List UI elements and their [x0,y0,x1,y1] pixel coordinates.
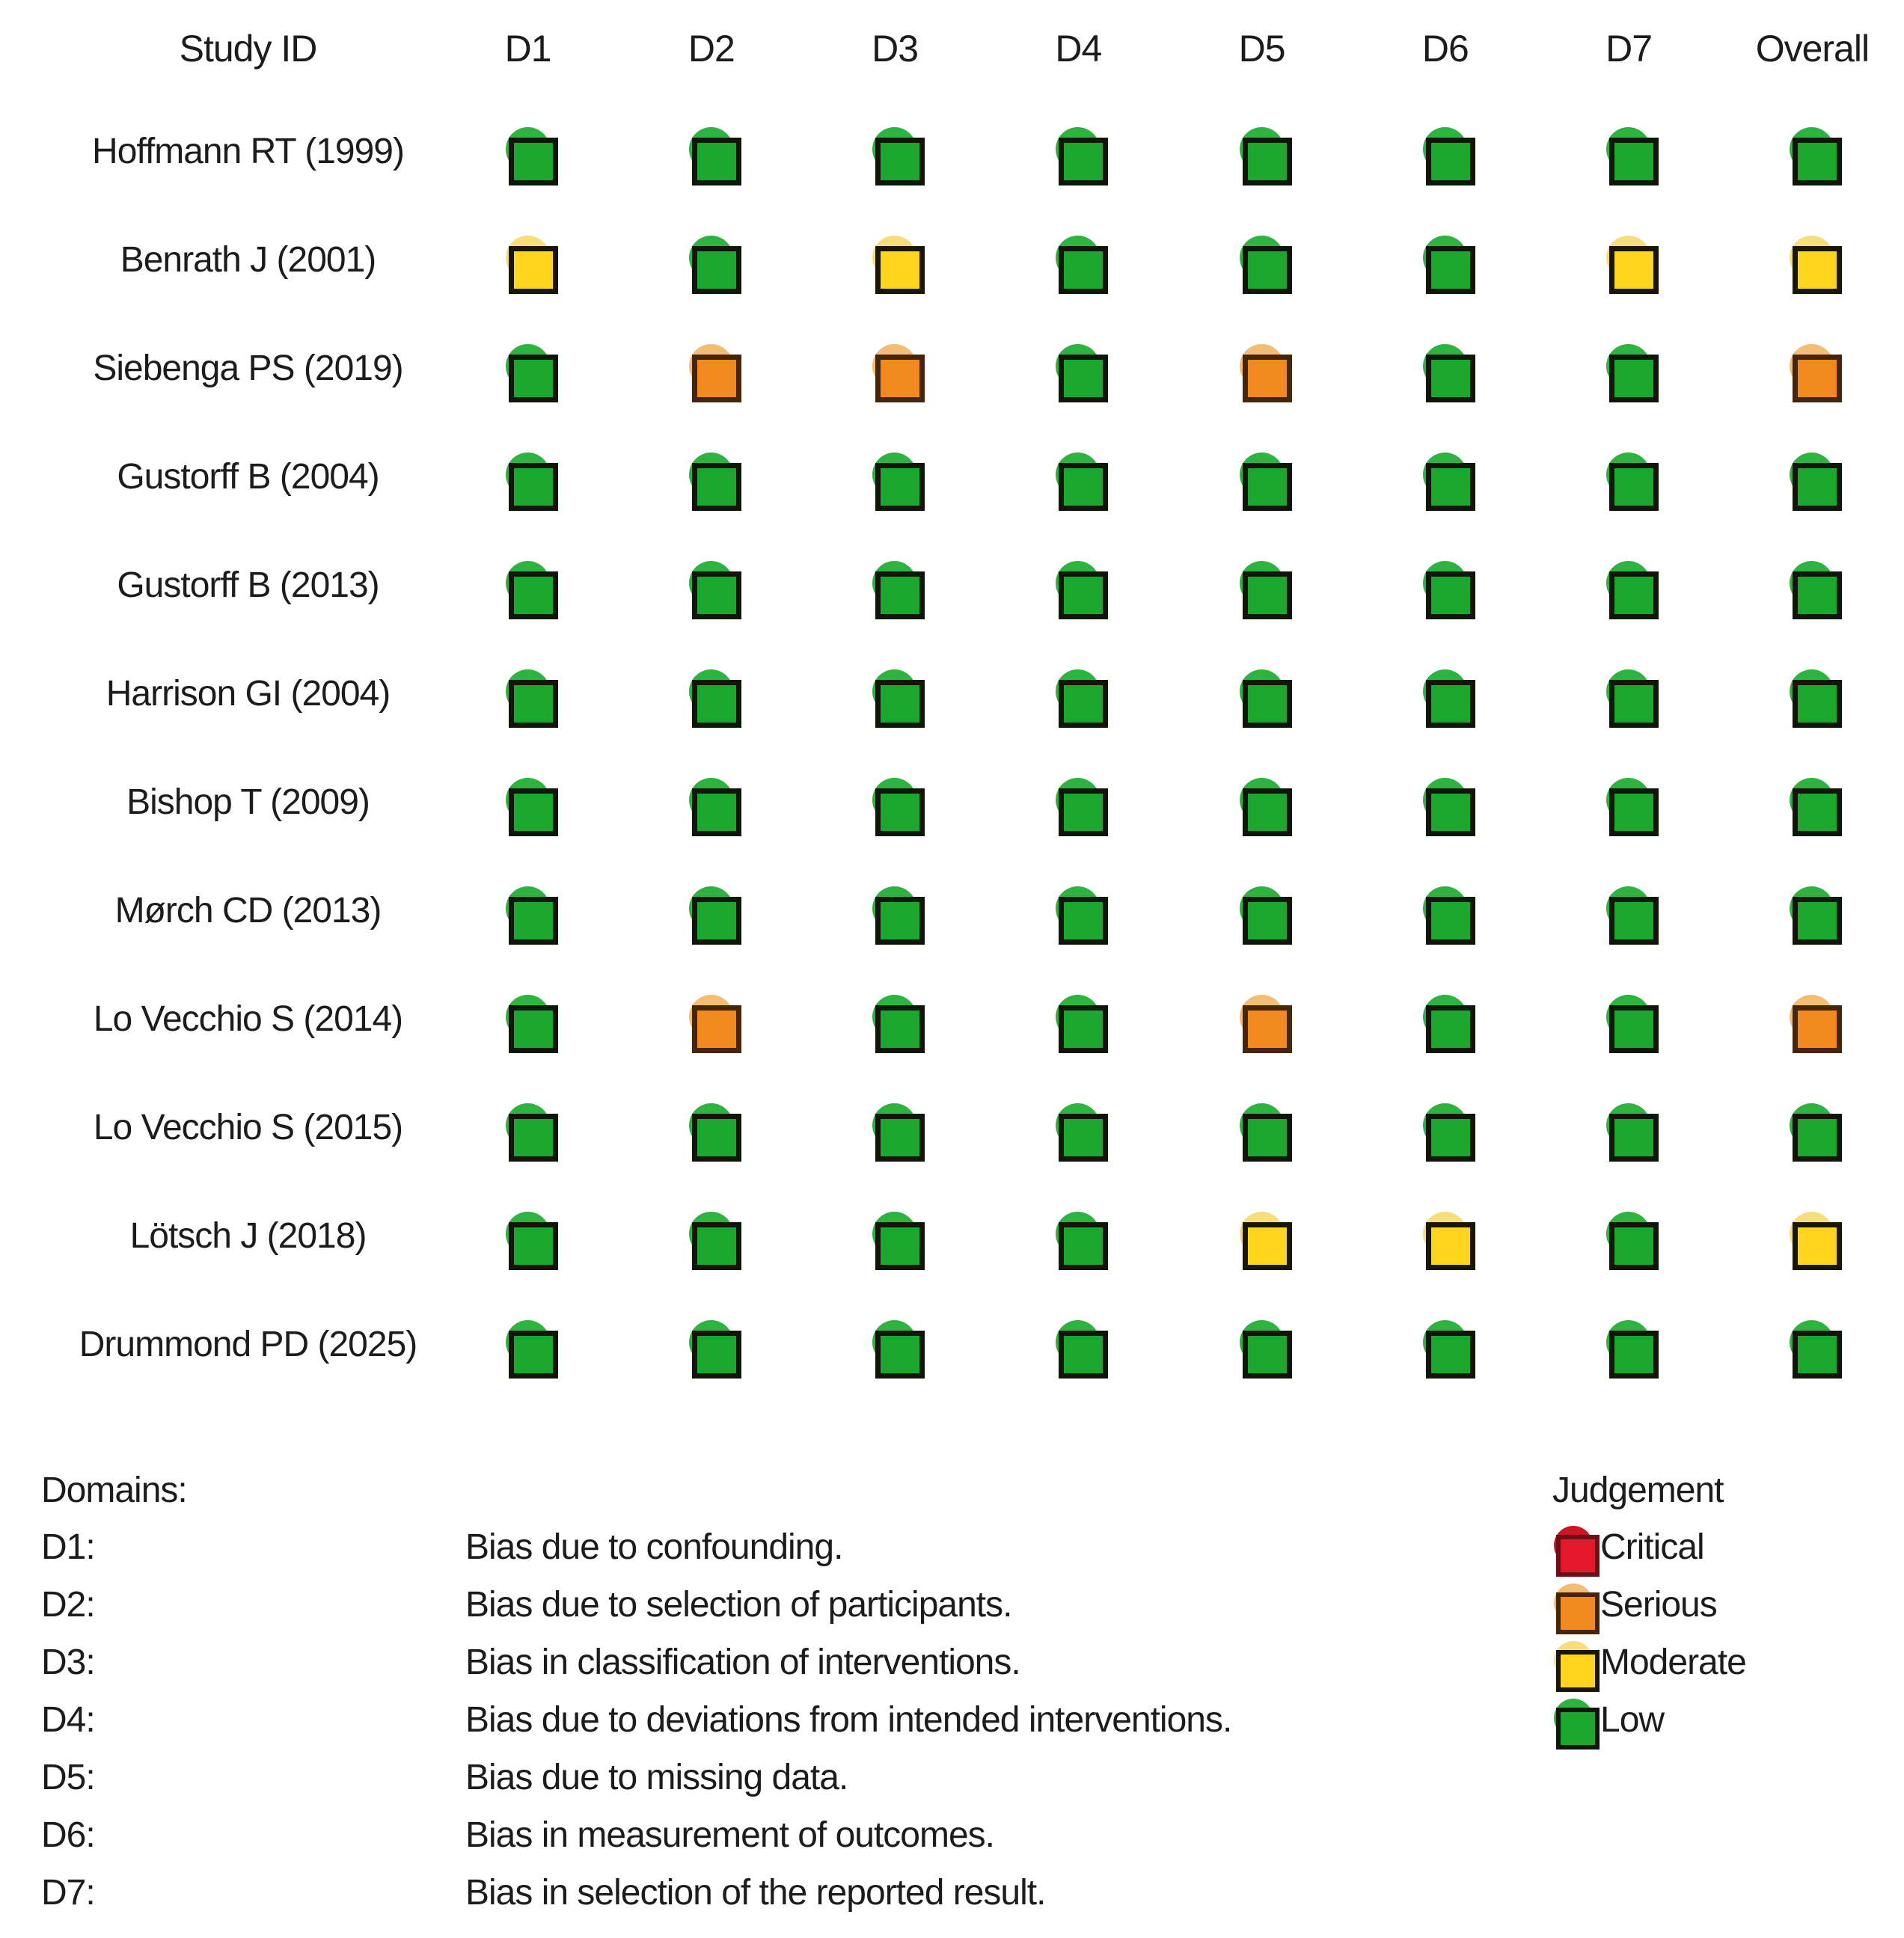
rob-cell [803,965,987,1073]
low-risk-icon [1605,995,1653,1044]
legend-label: Moderate [1600,1643,1746,1682]
rob-cell [1721,965,1904,1073]
domain-code: D1: [41,1527,95,1567]
low-risk-icon [1421,127,1469,177]
rob-cell [987,97,1170,206]
low-risk-icon [871,127,919,177]
rob-cell [436,748,619,856]
low-risk-icon [1605,886,1653,936]
rob-cell [1170,856,1353,965]
rob-cell [619,206,803,314]
domain-description: Bias due to selection of participants. [465,1585,1012,1625]
low-risk-icon [1421,886,1469,936]
rob-cell [436,1182,619,1290]
rob-cell [803,314,987,423]
rob-cell [803,531,987,640]
low-risk-icon [1054,561,1102,610]
rob-cell [619,965,803,1073]
rob-cell [1537,314,1721,423]
low-risk-icon [1054,886,1102,936]
study-label: Harrison GI (2004) [105,674,391,714]
study-label: Hoffmann RT (1999) [92,132,404,171]
low-risk-icon [1788,1103,1836,1153]
rob-cell [436,531,619,640]
rob-cell [803,97,987,206]
domain-description: Bias in classification of interventions. [465,1643,1020,1682]
low-risk-icon [1054,1212,1102,1261]
low-risk-icon [1788,127,1836,177]
low-risk-icon [1421,669,1469,719]
rob-cell [619,97,803,206]
low-risk-icon [1421,561,1469,610]
legend-item [1552,1634,1746,1691]
domain-definition-row [41,1749,1231,1806]
rob-cell [1537,640,1721,748]
study-label: Gustorff B (2013) [117,565,379,605]
rob-cell [436,1290,619,1399]
rob-cell [987,748,1170,856]
rob-cell [987,314,1170,423]
low-risk-icon [1421,453,1469,502]
rob-cell [619,856,803,965]
judgement-legend-items [1552,1518,1746,1749]
low-risk-icon [871,561,919,610]
low-risk-icon [688,561,735,610]
rob-cell [619,748,803,856]
rob-cell [987,856,1170,965]
legend-item [1552,1691,1746,1749]
rob-cell [1353,748,1537,856]
legend-item [1552,1518,1746,1576]
legend-item [1552,1576,1746,1634]
domain-code: D2: [41,1585,95,1625]
rob-cell [1537,748,1721,856]
rob-cell [1721,1182,1904,1290]
low-risk-icon [1788,886,1836,936]
domain-code: D3: [41,1643,95,1682]
rob-cell [1537,1182,1721,1290]
low-risk-icon [688,236,735,285]
rob-cell [1353,1182,1537,1290]
rob-cell [987,206,1170,314]
legend-label: Serious [1600,1585,1717,1625]
low-risk-icon [1054,995,1102,1044]
serious-risk-icon [871,344,919,393]
rob-cell [1537,206,1721,314]
study-label: Gustorff B (2004) [117,457,379,497]
rob-cell [803,1182,987,1290]
rob-cell [803,748,987,856]
study-label: Lo Vecchio S (2014) [93,999,403,1039]
domain-code: D6: [41,1815,95,1855]
domain-definition-row [41,1576,1231,1634]
rob-cell [1721,856,1904,965]
rob-cell [436,423,619,531]
rob-cell [1170,206,1353,314]
rob-cell [1170,423,1353,531]
low-risk-icon [1054,778,1102,827]
domain-code: D7: [41,1873,95,1913]
column-header-overall: Overall [1755,28,1870,70]
study-label: Lötsch J (2018) [129,1216,367,1256]
column-header-d7: D7 [1605,28,1653,70]
low-risk-icon [871,453,919,502]
study-label: Drummond PD (2025) [79,1325,417,1364]
rob-cell [1537,965,1721,1073]
rob-cell [1353,640,1537,748]
rob-cell [619,531,803,640]
domain-description: Bias due to missing data. [465,1758,848,1797]
low-risk-icon [1054,453,1102,502]
low-risk-icon [1421,1103,1469,1153]
low-risk-icon [1605,344,1653,393]
rob-cell [619,1182,803,1290]
rob-cell [987,1073,1170,1182]
study-label: Lo Vecchio S (2015) [93,1108,403,1147]
rob-cell [803,423,987,531]
domain-definitions [41,1518,1231,1922]
column-header-d1: D1 [504,28,551,70]
rob-cell [619,1073,803,1182]
low-risk-icon [1552,1699,1594,1742]
moderate-risk-icon [504,236,552,285]
judgement-legend [1552,1462,1746,1749]
domain-description: Bias in measurement of outcomes. [465,1815,995,1855]
domain-definition-row [41,1634,1231,1691]
rob-cell [436,97,619,206]
rob-cell [803,640,987,748]
low-risk-icon [688,886,735,936]
low-risk-icon [688,669,735,719]
column-header-d3: D3 [872,28,919,70]
rob-cell [803,856,987,965]
moderate-risk-icon [1605,236,1653,285]
domains-title: Domains: [41,1471,187,1510]
low-risk-icon [1238,127,1286,177]
low-risk-icon [1605,1320,1653,1370]
serious-risk-icon [1788,344,1836,393]
low-risk-icon [1788,1320,1836,1370]
rob-cell [436,206,619,314]
rob-cell [1537,856,1721,965]
domain-description: Bias in selection of the reported result. [465,1873,1046,1913]
moderate-risk-icon [1788,1212,1836,1261]
rob-cell [1537,1073,1721,1182]
rob-cell [1170,1290,1353,1399]
rob-cell [1170,1073,1353,1182]
domain-description: Bias due to deviations from intended interventions. [465,1700,1232,1740]
rob-cell [1537,97,1721,206]
rob-cell [1353,1290,1537,1399]
low-risk-icon [504,1212,552,1261]
rob-cell [1721,314,1904,423]
low-risk-icon [1788,453,1836,502]
rob-cell [1170,748,1353,856]
low-risk-icon [871,669,919,719]
low-risk-icon [871,1212,919,1261]
study-label: Mørch CD (2013) [114,891,382,930]
low-risk-icon [504,453,552,502]
low-risk-icon [504,344,552,393]
moderate-risk-icon [1552,1641,1594,1684]
low-risk-icon [688,453,735,502]
low-risk-icon [688,127,735,177]
column-header-d4: D4 [1055,28,1102,70]
rob-cell [1170,1182,1353,1290]
rob-cell [1353,856,1537,965]
rob-cell [1721,206,1904,314]
domain-definition-row [41,1518,1231,1576]
low-risk-icon [504,778,552,827]
low-risk-icon [1238,561,1286,610]
rob-cell [1721,1073,1904,1182]
low-risk-icon [1788,778,1836,827]
low-risk-icon [1605,561,1653,610]
serious-risk-icon [688,344,735,393]
low-risk-icon [688,778,735,827]
low-risk-icon [1238,453,1286,502]
rob-cell [1721,640,1904,748]
rob-cell [1170,640,1353,748]
low-risk-icon [688,1212,735,1261]
serious-risk-icon [1238,995,1286,1044]
low-risk-icon [1238,1103,1286,1153]
rob-cell [1537,423,1721,531]
rob-cell [987,1182,1170,1290]
serious-risk-icon [1238,344,1286,393]
rob-cell [987,1290,1170,1399]
rob-cell [987,640,1170,748]
low-risk-icon [1054,344,1102,393]
low-risk-icon [504,561,552,610]
rob-cell [1353,1073,1537,1182]
moderate-risk-icon [871,236,919,285]
low-risk-icon [871,778,919,827]
low-risk-icon [1238,778,1286,827]
low-risk-icon [1421,778,1469,827]
rob-cell [1353,97,1537,206]
rob-cell [436,1073,619,1182]
rob-cell [1353,206,1537,314]
judgement-legend-title: Judgement [1552,1471,1724,1510]
low-risk-icon [504,1103,552,1153]
rob-cell [619,640,803,748]
rob-cell [987,423,1170,531]
rob-cell [436,965,619,1073]
low-risk-icon [1054,236,1102,285]
rob-cell [1537,1290,1721,1399]
rob-cell [436,314,619,423]
serious-risk-icon [1788,995,1836,1044]
legend-label: Low [1600,1700,1665,1740]
rob-cell [436,856,619,965]
low-risk-icon [871,1103,919,1153]
domain-definition-row [41,1806,1231,1864]
low-risk-icon [1421,995,1469,1044]
rob-cell [619,1290,803,1399]
column-header-d5: D5 [1238,28,1285,70]
low-risk-icon [504,1320,552,1370]
study-label: Siebenga PS (2019) [93,349,403,388]
moderate-risk-icon [1238,1212,1286,1261]
low-risk-icon [1788,669,1836,719]
serious-risk-icon [688,995,735,1044]
domain-code: D5: [41,1758,95,1797]
study-label: Benrath J (2001) [120,240,376,280]
rob-cell [1721,1290,1904,1399]
low-risk-icon [1788,561,1836,610]
rob-cell [1721,531,1904,640]
rob-cell [987,965,1170,1073]
low-risk-icon [871,886,919,936]
rob-cell [1170,531,1353,640]
domain-description: Bias due to confounding. [465,1527,843,1567]
low-risk-icon [1054,669,1102,719]
low-risk-icon [504,127,552,177]
rob-cell [1537,531,1721,640]
low-risk-icon [1238,1320,1286,1370]
low-risk-icon [504,669,552,719]
low-risk-icon [504,886,552,936]
rob-cell [1721,97,1904,206]
domains-legend [41,1462,1231,1922]
low-risk-icon [1054,1320,1102,1370]
critical-risk-icon [1552,1526,1594,1569]
low-risk-icon [1605,127,1653,177]
rob-cell [1353,423,1537,531]
low-risk-icon [1421,236,1469,285]
rob-cell [803,1290,987,1399]
domain-definition-row [41,1691,1231,1749]
rob-cell [1721,748,1904,856]
low-risk-icon [688,1103,735,1153]
legend-label: Critical [1600,1527,1704,1567]
rob-cell [1353,314,1537,423]
low-risk-icon [1421,1320,1469,1370]
moderate-risk-icon [1421,1212,1469,1261]
rob-cell [1170,97,1353,206]
low-risk-icon [1421,344,1469,393]
rob-cell [803,206,987,314]
column-header-d2: D2 [688,28,735,70]
low-risk-icon [1605,1212,1653,1261]
moderate-risk-icon [1788,236,1836,285]
low-risk-icon [1605,1103,1653,1153]
column-header-d6: D6 [1421,28,1469,70]
rob-cell [1353,531,1537,640]
low-risk-icon [1054,127,1102,177]
study-label: Bishop T (2009) [126,782,370,822]
rob-cell [1170,314,1353,423]
rob-cell [987,531,1170,640]
low-risk-icon [504,995,552,1044]
low-risk-icon [1605,778,1653,827]
low-risk-icon [871,995,919,1044]
low-risk-icon [688,1320,735,1370]
low-risk-icon [1238,236,1286,285]
rob-cell [1721,423,1904,531]
low-risk-icon [1238,886,1286,936]
rob-cell [1353,965,1537,1073]
low-risk-icon [1605,453,1653,502]
low-risk-icon [871,1320,919,1370]
rob-cell [619,314,803,423]
low-risk-icon [1238,669,1286,719]
low-risk-icon [1054,1103,1102,1153]
rob-cell [1170,965,1353,1073]
rob-cell [619,423,803,531]
serious-risk-icon [1552,1583,1594,1627]
rob-cell [436,640,619,748]
rob-cell [803,1073,987,1182]
domain-definition-row [41,1864,1231,1922]
low-risk-icon [1605,669,1653,719]
domain-code: D4: [41,1700,95,1740]
column-header-study-id: Study ID [179,28,317,70]
